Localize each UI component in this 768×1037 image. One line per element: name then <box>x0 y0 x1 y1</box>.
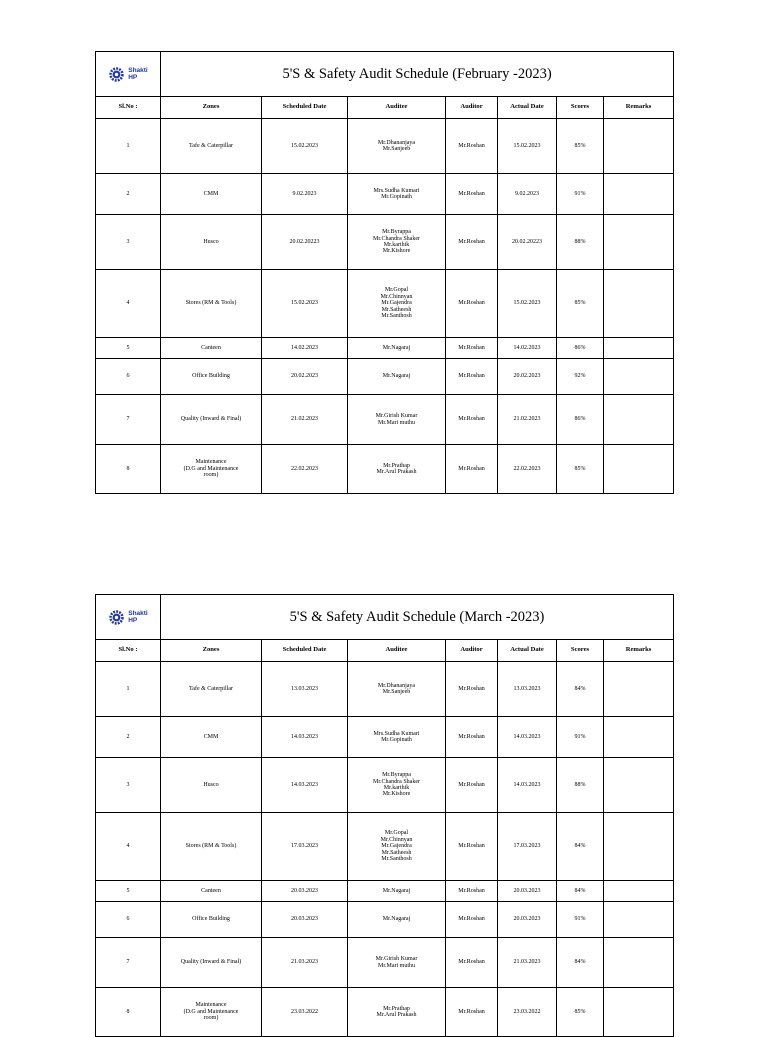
auditee-cell-line: Mr.Dhananjaya <box>377 682 416 689</box>
actual-date-cell: 17.03.2023 <box>498 813 557 881</box>
header-sl-no: Sl.No : <box>96 97 161 119</box>
header-row <box>96 640 674 662</box>
auditor-cell: Mr.Roshan <box>446 988 498 1037</box>
remarks-cell <box>604 119 674 174</box>
sl-no-cell: 7 <box>96 938 161 988</box>
zone-cell-line: Stores (RM & Tools) <box>185 843 237 850</box>
march-audit-schedule-table <box>95 594 674 1037</box>
auditee-cell-line: Mr.Dhananjaya <box>377 139 416 146</box>
header-sl-no: Sl.No : <box>96 640 161 662</box>
logo-line1: Shakti <box>128 610 148 617</box>
auditor-cell: Mr.Roshan <box>446 359 498 395</box>
table-row <box>96 359 674 395</box>
table-row <box>96 988 674 1037</box>
sl-no-cell: 1 <box>96 119 161 174</box>
title-row <box>96 595 674 640</box>
remarks-cell <box>604 938 674 988</box>
zone-cell-line: Tafe & Caterpillar <box>189 685 233 692</box>
remarks-cell <box>604 662 674 717</box>
actual-date-cell: 20.03.2023 <box>498 881 557 902</box>
auditee-cell-line: Mr.Santhosh <box>381 856 412 863</box>
remarks-cell <box>604 758 674 813</box>
schedule-title: 5'S & Safety Audit Schedule (February -2023) <box>161 52 674 97</box>
actual-date-cell: 14.03.2023 <box>498 758 557 813</box>
scheduled-date-cell: 23.03.2022 <box>262 988 348 1037</box>
auditee-cell-line: Mr.Byrappa <box>382 229 411 236</box>
score-cell: 86% <box>557 395 604 445</box>
logo-cell <box>96 595 161 640</box>
auditee-cell-line: Mr.Sanjeeb <box>382 689 411 695</box>
header-zones: Zones <box>161 640 262 662</box>
zone-cell <box>161 270 262 338</box>
zone-cell-line: (D.G and Maintenance <box>183 1008 239 1015</box>
header-remarks: Remarks <box>604 640 674 662</box>
schedule-body <box>96 52 674 494</box>
auditee-cell <box>348 902 446 938</box>
table-row <box>96 445 674 494</box>
title-row <box>96 52 674 97</box>
auditee-cell <box>348 395 446 445</box>
actual-date-cell: 21.03.2023 <box>498 938 557 988</box>
remarks-cell <box>604 395 674 445</box>
sl-no-cell: 8 <box>96 445 161 494</box>
auditee-cell-line: Mr.Santhosh <box>381 313 412 320</box>
remarks-cell <box>604 270 674 338</box>
sl-no-cell: 7 <box>96 395 161 445</box>
table-row <box>96 662 674 717</box>
table-row <box>96 902 674 938</box>
table-row <box>96 758 674 813</box>
auditor-cell: Mr.Roshan <box>446 758 498 813</box>
auditee-cell-line: Mr.Arul Prakash <box>376 1012 417 1018</box>
score-cell: 85% <box>557 445 604 494</box>
auditee-cell <box>348 662 446 717</box>
auditee-cell <box>348 813 446 881</box>
score-cell: 91% <box>557 902 604 938</box>
zone-cell-line: Office Building <box>192 373 230 380</box>
scheduled-date-cell: 14.02.2023 <box>262 338 348 359</box>
auditee-cell-line: Mr.Mari muthu <box>378 962 415 969</box>
sl-no-cell: 2 <box>96 174 161 215</box>
logo-line1: Shakti <box>128 67 148 74</box>
auditee-cell-line: Mr.karthik <box>383 785 410 791</box>
auditor-cell: Mr.Roshan <box>446 119 498 174</box>
remarks-cell <box>604 988 674 1037</box>
auditee-cell-line: Mr.Gopinath <box>381 737 412 743</box>
score-cell: 85% <box>557 988 604 1037</box>
auditee-cell-line: Mr.Gopinath <box>381 194 412 200</box>
auditor-cell: Mr.Roshan <box>446 938 498 988</box>
auditee-cell-line: Mr.Satheesh <box>381 306 412 313</box>
zone-cell-line: room) <box>203 1015 219 1022</box>
zone-cell-line: Husco <box>203 781 219 788</box>
actual-date-cell: 22.02.2023 <box>498 445 557 494</box>
zone-cell <box>161 902 262 938</box>
sl-no-cell: 1 <box>96 662 161 717</box>
auditee-cell <box>348 717 446 758</box>
auditee-cell-line: Mr.karthik <box>383 242 410 248</box>
auditor-cell: Mr.Roshan <box>446 395 498 445</box>
scheduled-date-cell: 20.03.2023 <box>262 881 348 902</box>
header-scheduled-date: Scheduled Date <box>262 640 348 662</box>
schedule-title: 5'S & Safety Audit Schedule (March -2023) <box>161 595 674 640</box>
actual-date-cell: 13.03.2023 <box>498 662 557 717</box>
header-actual-date: Actual Date <box>498 97 557 119</box>
remarks-cell <box>604 813 674 881</box>
auditee-cell <box>348 338 446 359</box>
remarks-cell <box>604 215 674 270</box>
auditee-cell <box>348 758 446 813</box>
zone-cell-line: Husco <box>203 238 219 245</box>
auditee-cell <box>348 174 446 215</box>
table-row <box>96 717 674 758</box>
auditee-cell <box>348 270 446 338</box>
logo-text <box>128 67 148 81</box>
auditee-cell-line: Mr.Prathap <box>383 1005 410 1012</box>
actual-date-cell: 21.02.2023 <box>498 395 557 445</box>
zone-cell-line: Canteen <box>201 887 221 894</box>
auditee-cell-line: Mr.Satheesh <box>381 849 412 856</box>
auditee-cell-line: Mrs.Sudha Kumari <box>373 187 420 194</box>
scheduled-date-cell: 9.02.2023 <box>262 174 348 215</box>
score-cell: 92% <box>557 359 604 395</box>
auditee-cell-line: Mr.Chandra Shaker <box>373 778 420 785</box>
scheduled-date-cell: 13.03.2023 <box>262 662 348 717</box>
gear-logo-icon <box>108 66 125 83</box>
header-auditor: Auditor <box>446 97 498 119</box>
table-row <box>96 174 674 215</box>
auditee-cell-line: Mr.Nagaraj <box>382 887 411 894</box>
zone-cell <box>161 395 262 445</box>
table-row <box>96 881 674 902</box>
score-cell: 84% <box>557 662 604 717</box>
actual-date-cell: 20.02.20223 <box>498 215 557 270</box>
zone-cell <box>161 215 262 270</box>
scheduled-date-cell: 21.02.2023 <box>262 395 348 445</box>
actual-date-cell: 15.02.2023 <box>498 119 557 174</box>
auditee-cell-line: Mr.Kishore <box>382 791 411 798</box>
zone-cell <box>161 174 262 215</box>
auditee-cell-line: Mr.Nagaraj <box>382 344 411 351</box>
scheduled-date-cell: 22.02.2023 <box>262 445 348 494</box>
sl-no-cell: 3 <box>96 215 161 270</box>
auditee-cell-line: Mr.Prathap <box>383 462 410 469</box>
remarks-cell <box>604 338 674 359</box>
sl-no-cell: 3 <box>96 758 161 813</box>
header-auditee: Auditee <box>348 640 446 662</box>
auditee-cell <box>348 938 446 988</box>
table-row <box>96 938 674 988</box>
zone-cell-line: Maintenance <box>195 459 227 466</box>
zone-cell <box>161 988 262 1037</box>
table-row <box>96 813 674 881</box>
auditee-cell-line: Mr.Chinnyan <box>380 293 413 300</box>
auditee-cell-line: Mr.Gopal <box>384 287 409 294</box>
zone-cell-line: Quality (Inward & Final) <box>180 959 242 966</box>
sl-no-cell: 6 <box>96 359 161 395</box>
auditor-cell: Mr.Roshan <box>446 813 498 881</box>
auditee-cell <box>348 445 446 494</box>
zone-cell <box>161 813 262 881</box>
zone-cell-line: Canteen <box>201 344 221 351</box>
zone-cell-line: Office Building <box>192 916 230 923</box>
auditee-cell-line: Mr.Gopal <box>384 830 409 837</box>
actual-date-cell: 23.03.2022 <box>498 988 557 1037</box>
actual-date-cell: 20.03.2023 <box>498 902 557 938</box>
scheduled-date-cell: 14.03.2023 <box>262 758 348 813</box>
zone-cell-line: (D.G and Maintenance <box>183 465 239 472</box>
auditee-cell-line: Mr.Gajendra <box>381 843 412 850</box>
zone-cell-line: room) <box>203 472 219 479</box>
header-actual-date: Actual Date <box>498 640 557 662</box>
auditor-cell: Mr.Roshan <box>446 717 498 758</box>
sl-no-cell: 4 <box>96 270 161 338</box>
table-row <box>96 395 674 445</box>
company-logo <box>97 66 159 83</box>
scheduled-date-cell: 17.03.2023 <box>262 813 348 881</box>
sl-no-cell: 5 <box>96 881 161 902</box>
actual-date-cell: 20.02.2023 <box>498 359 557 395</box>
sl-no-cell: 6 <box>96 902 161 938</box>
sl-no-cell: 8 <box>96 988 161 1037</box>
score-cell: 91% <box>557 717 604 758</box>
gear-logo-icon <box>108 609 125 626</box>
sl-no-cell: 4 <box>96 813 161 881</box>
auditee-cell <box>348 881 446 902</box>
table-row <box>96 119 674 174</box>
schedule-body <box>96 595 674 1037</box>
february-audit-schedule-table <box>95 51 674 494</box>
remarks-cell <box>604 174 674 215</box>
score-cell: 84% <box>557 938 604 988</box>
score-cell: 86% <box>557 338 604 359</box>
remarks-cell <box>604 717 674 758</box>
score-cell: 91% <box>557 174 604 215</box>
table-row <box>96 215 674 270</box>
logo-text <box>128 610 148 624</box>
auditee-cell-line: Mr.Nagaraj <box>382 373 411 380</box>
score-cell: 85% <box>557 119 604 174</box>
score-cell: 84% <box>557 881 604 902</box>
auditor-cell: Mr.Roshan <box>446 662 498 717</box>
header-scheduled-date: Scheduled Date <box>262 97 348 119</box>
auditee-cell-line: Mr.Chandra Shaker <box>373 235 420 242</box>
zone-cell <box>161 119 262 174</box>
auditee-cell-line: Mr.Chinnyan <box>380 836 413 843</box>
zone-cell-line: CMM <box>203 733 219 740</box>
auditee-cell-line: Mrs.Sudha Kumari <box>373 730 420 737</box>
remarks-cell <box>604 445 674 494</box>
auditor-cell: Mr.Roshan <box>446 215 498 270</box>
header-scores: Scores <box>557 97 604 119</box>
score-cell: 88% <box>557 758 604 813</box>
scheduled-date-cell: 20.02.20223 <box>262 215 348 270</box>
auditee-cell <box>348 215 446 270</box>
scheduled-date-cell: 20.03.2023 <box>262 902 348 938</box>
auditee-cell-line: Mr.Gajendra <box>381 300 412 307</box>
auditee-cell-line: Mr.Mari muthu <box>378 419 415 426</box>
scheduled-date-cell: 21.03.2023 <box>262 938 348 988</box>
auditee-cell <box>348 359 446 395</box>
zone-cell-line: CMM <box>203 190 219 197</box>
auditee-cell-line: Mr.Girish Kumar <box>375 413 418 420</box>
zone-cell <box>161 445 262 494</box>
auditor-cell: Mr.Roshan <box>446 174 498 215</box>
auditor-cell: Mr.Roshan <box>446 270 498 338</box>
header-zones: Zones <box>161 97 262 119</box>
zone-cell <box>161 717 262 758</box>
auditee-cell-line: Mr.Byrappa <box>382 772 411 779</box>
logo-line2: HP <box>128 74 138 81</box>
zone-cell <box>161 881 262 902</box>
auditee-cell-line: Mr.Arul Prakash <box>376 469 417 475</box>
logo-line2: HP <box>128 617 138 624</box>
scheduled-date-cell: 14.03.2023 <box>262 717 348 758</box>
scheduled-date-cell: 15.02.2023 <box>262 270 348 338</box>
table-row <box>96 270 674 338</box>
company-logo <box>97 609 159 626</box>
zone-cell-line: Maintenance <box>195 1002 227 1009</box>
score-cell: 84% <box>557 813 604 881</box>
remarks-cell <box>604 359 674 395</box>
auditor-cell: Mr.Roshan <box>446 338 498 359</box>
auditee-cell <box>348 988 446 1037</box>
zone-cell <box>161 662 262 717</box>
auditee-cell-line: Mr.Girish Kumar <box>375 956 418 963</box>
zone-cell-line: Tafe & Caterpillar <box>189 142 233 149</box>
auditor-cell: Mr.Roshan <box>446 902 498 938</box>
sl-no-cell: 5 <box>96 338 161 359</box>
score-cell: 88% <box>557 215 604 270</box>
actual-date-cell: 9.02.2023 <box>498 174 557 215</box>
auditee-cell-line: Mr.Kishore <box>382 248 411 255</box>
auditee-cell <box>348 119 446 174</box>
score-cell: 85% <box>557 270 604 338</box>
actual-date-cell: 15.02.2023 <box>498 270 557 338</box>
zone-cell <box>161 338 262 359</box>
zone-cell-line: Stores (RM & Tools) <box>185 300 237 307</box>
auditor-cell: Mr.Roshan <box>446 881 498 902</box>
header-row <box>96 97 674 119</box>
zone-cell <box>161 758 262 813</box>
logo-cell <box>96 52 161 97</box>
header-auditor: Auditor <box>446 640 498 662</box>
sl-no-cell: 2 <box>96 717 161 758</box>
table-row <box>96 338 674 359</box>
auditee-cell-line: Mr.Sanjeeb <box>382 146 411 152</box>
header-remarks: Remarks <box>604 97 674 119</box>
zone-cell-line: Quality (Inward & Final) <box>180 416 242 423</box>
zone-cell <box>161 938 262 988</box>
scheduled-date-cell: 15.02.2023 <box>262 119 348 174</box>
auditee-cell-line: Mr.Nagaraj <box>382 916 411 923</box>
actual-date-cell: 14.03.2023 <box>498 717 557 758</box>
scheduled-date-cell: 20.02.2023 <box>262 359 348 395</box>
remarks-cell <box>604 902 674 938</box>
header-scores: Scores <box>557 640 604 662</box>
actual-date-cell: 14.02.2023 <box>498 338 557 359</box>
auditor-cell: Mr.Roshan <box>446 445 498 494</box>
header-auditee: Auditee <box>348 97 446 119</box>
zone-cell <box>161 359 262 395</box>
remarks-cell <box>604 881 674 902</box>
